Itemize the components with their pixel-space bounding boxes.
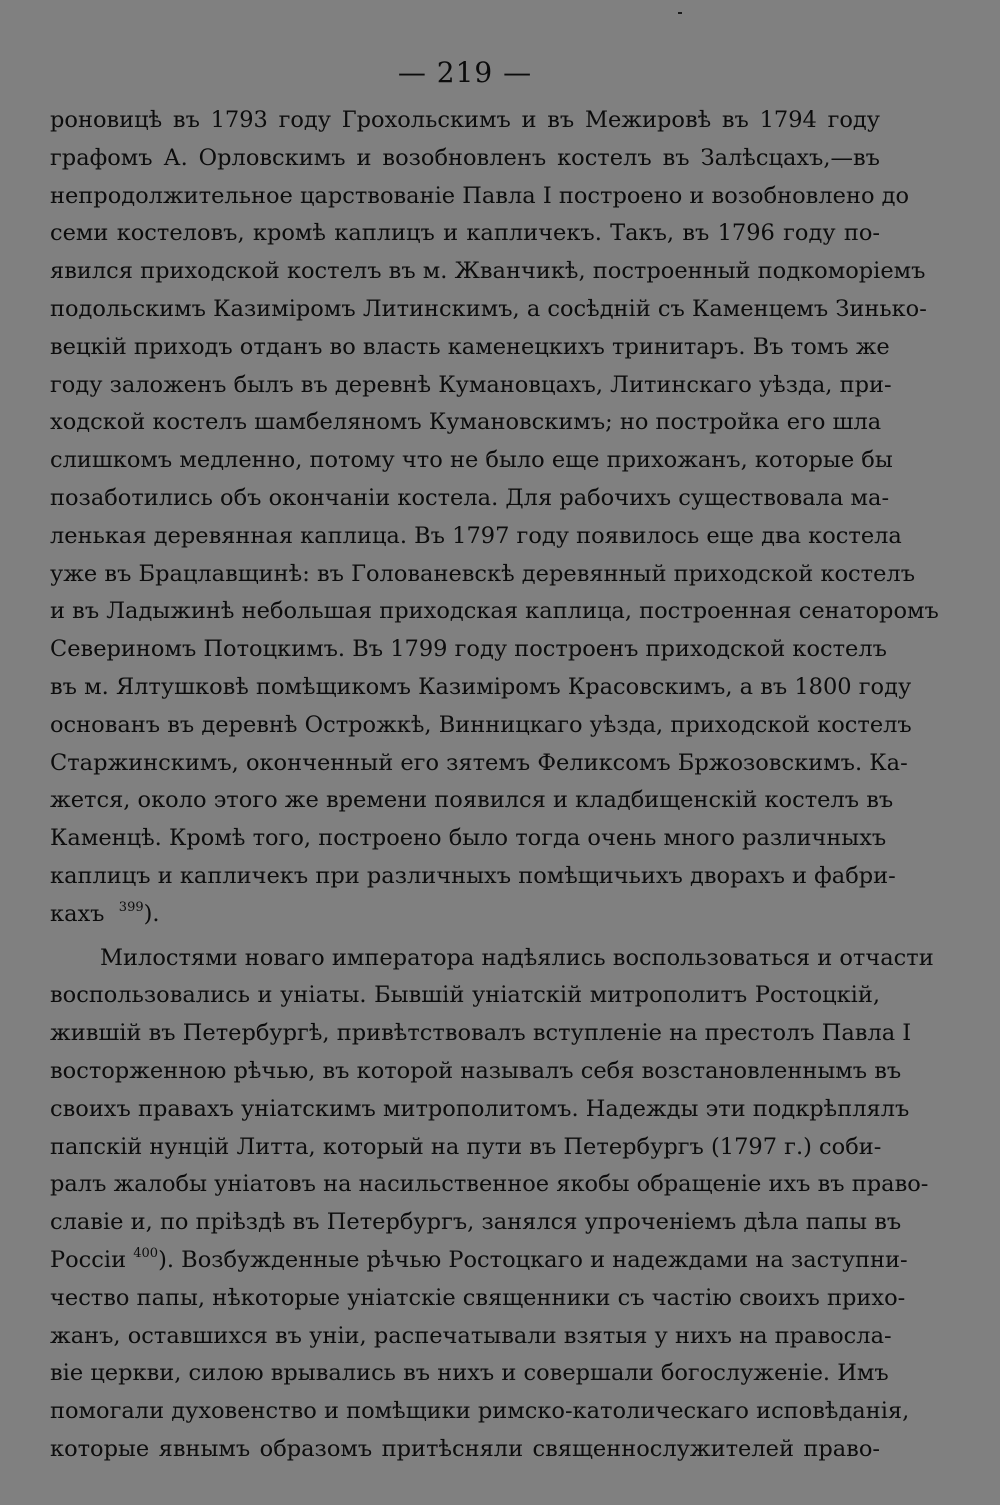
text-line: восторженною рѣчью, въ которой называлъ себя возстановленнымъ въ — [50, 1057, 902, 1084]
text-line: позаботились объ окончаніи костела. Для рабочихъ существовала ма- — [50, 484, 890, 511]
sentence: ). Возбужденные рѣчью Ростоцкаго и надеждами на заступни- — [158, 1246, 908, 1273]
text-line: жанъ, оставшихся въ уніи, распечатывали взятыя у нихъ на правосла- — [50, 1322, 892, 1349]
text-line: непродолжительное царствованіе Павла I построено и возобновлено до — [50, 182, 910, 209]
text-line: роновицѣ въ 1793 году Грохольскимъ и въ Межировѣ въ 1794 году — [50, 107, 880, 133]
text-line: основанъ въ деревнѣ Острожкѣ, Винницкаго уѣзда, приходской костелъ — [50, 711, 912, 738]
footnote-marker: 399 — [118, 899, 144, 915]
text-line: въ м. Ялтушковѣ помѣщикомъ Казиміромъ Красовскимъ, а въ 1800 году — [50, 673, 912, 700]
text-line: воспользовались и уніаты. Бывшій уніатскій митрополитъ Ростоцкій, — [50, 982, 880, 1009]
text-line: своихъ правахъ уніатскимъ митрополитомъ. Надежды эти подкрѣплялъ — [50, 1095, 910, 1122]
text-line: славіе и, по пріѣздѣ въ Петербургъ, занялся упроченіемъ дѣла папы въ — [50, 1209, 902, 1236]
text-line-last — [50, 896, 880, 934]
text-line: ралъ жалобы уніатовъ на насильственное якобы обращеніе ихъ въ право- — [50, 1171, 929, 1198]
scan-speck — [678, 12, 682, 14]
text-line-with-footnote — [50, 1242, 908, 1280]
text-line: слишкомъ медленно, потому что не было еще прихожанъ, которые бы — [50, 447, 893, 474]
punctuation: ). — [143, 900, 160, 927]
word: Россіи — [50, 1246, 127, 1273]
text-line: папскій нунцій Литта, который на пути въ Петербургъ (1797 г.) соби- — [50, 1133, 882, 1160]
text-line: семи костеловъ, кромѣ каплицъ и капличекъ. Такъ, въ 1796 году по- — [50, 220, 880, 247]
text-line: Каменцѣ. Кромѣ того, построено было тогда очень много различныхъ — [50, 825, 887, 852]
footnote-marker: 400 — [133, 1245, 159, 1261]
text-line: ходской костелъ шамбеляномъ Кумановскимъ; но постройка его шла — [50, 409, 882, 436]
word: кахъ — [50, 900, 105, 927]
text-line: Севериномъ Потоцкимъ. Въ 1799 году построенъ приходской костелъ — [50, 636, 887, 663]
text-line: подольскимъ Казиміромъ Литинскимъ, а сосѣдній съ Каменцемъ Зинько- — [50, 295, 927, 322]
page-number: — 219 — — [397, 56, 533, 89]
text-line: жется, около этого же времени появился и кладбищенскій костелъ въ — [50, 787, 894, 814]
body-text — [50, 102, 939, 1469]
text-line: и въ Ладыжинѣ небольшая приходская каплица, построенная сенаторомъ — [50, 598, 939, 625]
text-line: графомъ А. Орловскимъ и возобновленъ костелъ въ Залѣсцахъ,—въ — [50, 144, 880, 171]
text-line: уже въ Брацлавщинѣ: въ Голованевскѣ деревянный приходской костелъ — [50, 560, 916, 587]
text-line: Старжинскимъ, оконченный его зятемъ Феликсомъ Бржозовскимъ. Ка- — [50, 749, 908, 776]
text-line: каплицъ и капличекъ при различныхъ помѣщичьихъ дворахъ и фабри- — [50, 862, 896, 889]
text-line: чество папы, нѣкоторые уніатскіе священники съ частію своихъ прихо- — [50, 1284, 906, 1311]
text-line: віе церкви, силою врывались въ нихъ и совершали богослуженіе. Имъ — [50, 1360, 889, 1387]
text-line: жившій въ Петербургѣ, привѣтствовалъ вступленіе на престолъ Павла I — [50, 1020, 912, 1047]
text-line: явился приходской костелъ въ м. Жванчикѣ, построенный подкоморіемъ — [50, 258, 926, 285]
text-line-indented: Милостями новаго императора надѣялись воспользоваться и отчасти — [100, 944, 934, 971]
text-line: которые явнымъ образомъ притѣсняли священнослужителей право- — [50, 1435, 880, 1462]
text-line: помогали духовенство и помѣщики римско-католическаго исповѣданія, — [50, 1398, 910, 1425]
text-line: году заложенъ былъ въ деревнѣ Кумановцахъ, Литинскаго уѣзда, при- — [50, 371, 892, 398]
text-line: ленькая деревянная каплица. Въ 1797 году появилось еще два костела — [50, 522, 902, 549]
text-line: вецкій приходъ отданъ во власть каменецкихъ тринитаръ. Въ томъ же — [50, 333, 890, 360]
